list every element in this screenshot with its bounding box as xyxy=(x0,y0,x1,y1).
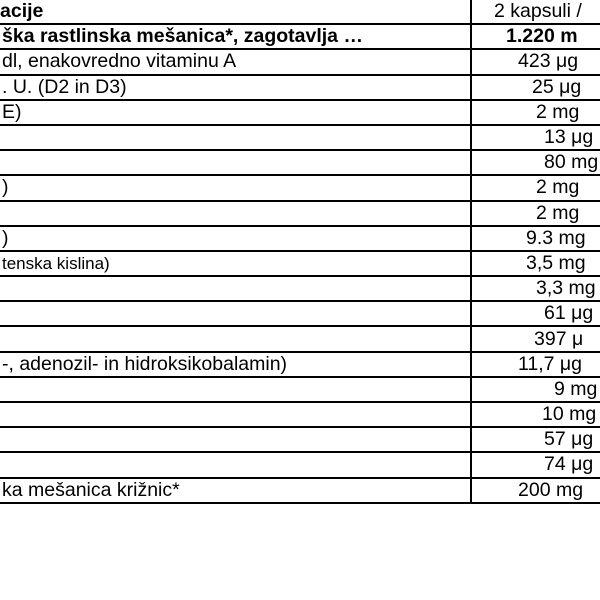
table-row xyxy=(0,24,600,49)
row-value: 74 μg xyxy=(544,453,594,476)
row-desc: -, adenozil- in hidroksikobalamin) xyxy=(2,352,288,375)
row-value: 397 μ xyxy=(534,327,584,350)
header-ingredient-label: acije xyxy=(0,0,44,23)
row-desc-cell xyxy=(0,49,471,74)
table-row xyxy=(0,75,600,100)
row-value-cell xyxy=(471,427,600,452)
table-row xyxy=(0,49,600,74)
table-row xyxy=(0,326,600,351)
header-dose-label: 2 kapsuli / xyxy=(494,0,582,23)
row-value: 25 μg xyxy=(532,75,582,98)
table-row xyxy=(0,201,600,226)
row-value: 2 mg xyxy=(536,100,580,123)
row-value-cell xyxy=(471,301,600,326)
row-value-cell xyxy=(471,75,600,100)
table-row xyxy=(0,251,600,276)
row-value-cell xyxy=(471,125,600,150)
row-value-cell xyxy=(471,226,600,251)
row-value-cell xyxy=(471,478,600,503)
row-value: 9.3 mg xyxy=(526,226,586,249)
table-row xyxy=(0,276,600,301)
row-value-cell xyxy=(471,402,600,427)
table-row xyxy=(0,301,600,326)
table-row xyxy=(0,226,600,251)
row-desc-cell xyxy=(0,301,471,326)
row-desc-cell xyxy=(0,251,471,276)
row-value-cell xyxy=(471,175,600,200)
row-desc-cell xyxy=(0,201,471,226)
row-desc: dl, enakovredno vitaminu A xyxy=(2,50,237,73)
row-desc-cell xyxy=(0,352,471,377)
row-value: 1.220 m xyxy=(506,25,578,48)
row-value: 2 mg xyxy=(536,176,580,199)
row-value: 9 mg xyxy=(554,377,598,400)
table-header-row xyxy=(0,0,600,24)
row-desc-cell xyxy=(0,75,471,100)
row-value: 11,7 μg xyxy=(518,352,583,375)
row-desc: ška rastlinska mešanica*, zagotavlja … xyxy=(2,25,363,48)
row-desc-cell xyxy=(0,226,471,251)
row-desc-cell xyxy=(0,478,471,503)
row-value-cell xyxy=(471,452,600,477)
row-value-cell xyxy=(471,49,600,74)
row-value-cell xyxy=(471,251,600,276)
row-value-cell xyxy=(471,326,600,351)
row-value: 10 mg xyxy=(542,403,597,426)
row-value-cell xyxy=(471,377,600,402)
row-desc-cell xyxy=(0,24,471,49)
row-desc: ka mešanica križnic* xyxy=(2,478,180,501)
table-row xyxy=(0,100,600,125)
row-value: 13 μg xyxy=(544,126,594,149)
row-desc-cell xyxy=(0,175,471,200)
row-value: 61 μg xyxy=(544,302,594,325)
table-row xyxy=(0,352,600,377)
table-row xyxy=(0,377,600,402)
row-desc-cell xyxy=(0,402,471,427)
row-value: 3,3 mg xyxy=(536,277,596,300)
table-row xyxy=(0,125,600,150)
table-row xyxy=(0,175,600,200)
row-value-cell xyxy=(471,150,600,175)
row-value: 423 μg xyxy=(518,50,579,73)
row-desc-cell xyxy=(0,452,471,477)
row-value-cell xyxy=(471,276,600,301)
header-dose-cell xyxy=(471,0,600,24)
row-desc: ) xyxy=(2,176,9,199)
row-value: 200 mg xyxy=(518,478,584,501)
row-desc-cell xyxy=(0,427,471,452)
row-desc-cell xyxy=(0,377,471,402)
row-value: 2 mg xyxy=(536,201,580,224)
table-row xyxy=(0,150,600,175)
row-value-cell xyxy=(471,100,600,125)
row-desc: ) xyxy=(2,226,9,249)
row-value: 3,5 mg xyxy=(526,251,586,274)
row-desc: . U. (D2 in D3) xyxy=(2,75,127,98)
row-desc-cell xyxy=(0,100,471,125)
row-desc-cell xyxy=(0,150,471,175)
header-ingredient-cell xyxy=(0,0,471,24)
row-desc-cell xyxy=(0,276,471,301)
row-desc: E) xyxy=(2,100,22,123)
row-desc: tenska kislina) xyxy=(2,253,110,273)
row-value: 57 μg xyxy=(544,428,594,451)
row-desc-cell xyxy=(0,326,471,351)
row-desc-cell xyxy=(0,125,471,150)
table-row xyxy=(0,402,600,427)
table-row xyxy=(0,452,600,477)
row-value-cell xyxy=(471,201,600,226)
table-row xyxy=(0,478,600,503)
row-value-cell xyxy=(471,24,600,49)
row-value-cell xyxy=(471,352,600,377)
row-value: 80 mg xyxy=(544,151,599,174)
table-row xyxy=(0,427,600,452)
